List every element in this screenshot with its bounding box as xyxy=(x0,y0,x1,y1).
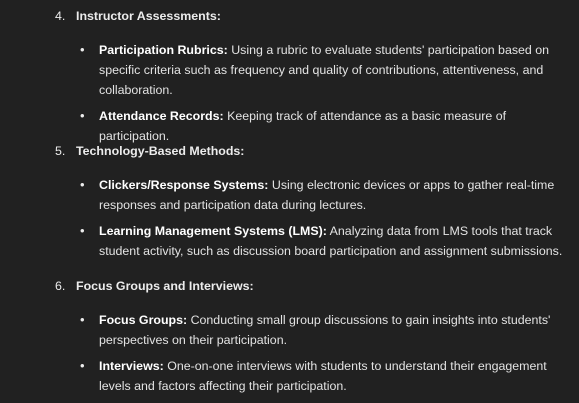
item-term: Interviews: xyxy=(99,359,164,373)
item-term: Learning Management Systems (LMS): xyxy=(99,224,327,238)
bullet-icon: • xyxy=(80,312,85,327)
item-term: Attendance Records: xyxy=(99,109,224,123)
bullet-icon: • xyxy=(80,177,85,192)
item-description: Analyzing data from LMS tools that track student activity, such as discussion board participation and assignment submissions. xyxy=(99,224,563,258)
section-heading-6 xyxy=(55,276,254,296)
section-number: 5. xyxy=(55,144,66,158)
item-description: Using a rubric to evaluate students' participation based on specific criteria such as frequency and quality of contributions, attentiveness, and collaboration. xyxy=(99,43,550,97)
section-title: Technology-Based Methods: xyxy=(76,144,245,158)
list-item xyxy=(80,221,569,261)
section-heading-5 xyxy=(55,141,244,161)
bullet-icon: • xyxy=(80,108,85,123)
list-item xyxy=(80,175,569,215)
section-number: 4. xyxy=(55,9,66,23)
item-description: Keeping track of attendance as a basic measure of participation. xyxy=(99,109,507,143)
list-item xyxy=(80,356,569,396)
bullet-icon: • xyxy=(80,358,85,373)
list-item xyxy=(80,310,569,350)
list-item xyxy=(80,40,569,100)
item-term: Clickers/Response Systems: xyxy=(99,178,269,192)
list-item xyxy=(80,106,569,146)
item-description: Using electronic devices or apps to gather real-time responses and participation data during lectures. xyxy=(99,178,555,212)
item-term: Focus Groups: xyxy=(99,313,188,327)
item-description: Conducting small group discussions to gain insights into students' perspectives on their participation. xyxy=(99,313,551,347)
section-heading-4 xyxy=(55,6,221,26)
section-title: Instructor Assessments: xyxy=(76,9,221,23)
section-title: Focus Groups and Interviews: xyxy=(76,279,254,293)
bullet-icon: • xyxy=(80,223,85,238)
item-term: Participation Rubrics: xyxy=(99,43,228,57)
section-number: 6. xyxy=(55,279,66,293)
item-description: One-on-one interviews with students to understand their engagement levels and factors affecting their participation. xyxy=(99,359,547,393)
bullet-icon: • xyxy=(80,42,85,57)
